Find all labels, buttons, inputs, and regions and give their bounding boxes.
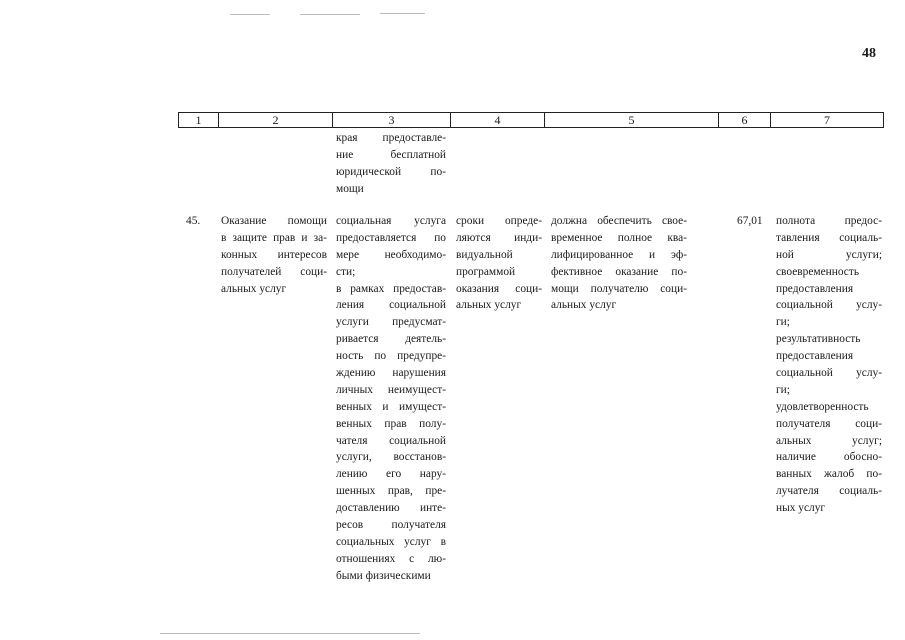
service-name-text [221,213,327,297]
service-description-line: личных неимущест- [336,383,446,396]
service-description-line: мере необходимо- [336,248,446,261]
service-description-line: услуги, восстанов- [336,451,446,464]
scan-artifact [160,633,420,634]
quality-indicators-line: ных услуг [776,502,826,515]
header-col-6: 6 [719,113,771,127]
quality-indicators-line: удовлетворенность [776,400,869,413]
page-number: 48 [862,46,876,61]
quality-indicators-line: своевременность [776,265,860,278]
header-col-5: 5 [545,113,719,127]
service-description-line: сти; [336,265,356,278]
service-description-line: доставлению инте- [336,502,446,515]
quality-indicators-line: альных услуг; [776,434,882,447]
service-requirements-line: должна обеспечить свое- [551,215,687,227]
service-terms-text [456,213,542,314]
continuation-col3-line: юридической по- [336,165,446,178]
service-description-line: лению его нару- [336,468,446,481]
service-terms-line: видуальной [456,248,513,261]
service-terms-line: программой [456,265,516,278]
service-description-line: предоставляется по [336,231,446,244]
quality-indicators-line: предоставления [776,350,854,363]
service-requirements-line: временное полное ква- [551,231,687,244]
quality-indicators-text [776,213,882,517]
service-description-line: услуги предусмат- [336,316,446,329]
header-col-2: 2 [219,113,333,127]
quality-indicators-line: результативность [776,333,861,346]
service-name-line: получателей соци- [221,265,327,278]
service-requirements-text [551,213,687,314]
service-terms-line: ляются инди- [456,231,542,244]
header-col-4: 4 [451,113,545,127]
header-col-3: 3 [333,113,451,127]
service-description-line: венных прав полу- [336,417,446,430]
service-description-line: венных и имущест- [336,400,446,413]
quality-indicators-line: социальной услу- [776,367,882,380]
tariff-value: 67,01 [737,215,763,227]
service-name-line: Оказание помощи [221,215,327,227]
service-description-line: отношениях с лю- [336,552,446,565]
service-description-line: ждению нарушения [336,367,446,380]
quality-indicators-line: предоставления [776,282,854,295]
header-col-7: 7 [824,113,830,127]
service-description-line: ность по предупре- [336,350,446,363]
service-description-line: быми физическими [336,569,431,582]
table-header-row [178,112,884,128]
scan-artifact [230,14,270,15]
quality-indicators-line: наличие обосно- [776,451,882,464]
quality-indicators-line: ной услуги; [776,248,882,261]
service-terms-line: сроки опреде- [456,215,542,227]
quality-indicators-line: ги; [776,316,790,329]
service-name-line: конных интересов [221,248,327,261]
service-description-line: ления социальной [336,299,446,312]
service-requirements-line: мощи получателю соци- [551,282,687,295]
quality-indicators-line: лучателя социаль- [776,485,882,498]
quality-indicators-line: тавления социаль- [776,231,882,244]
continuation-col3-line: края предоставле- [336,132,446,144]
service-terms-line: альных услуг [456,299,522,312]
service-name-line: в защите прав и за- [221,231,327,244]
service-description-text [336,213,446,585]
service-description-line: социальная услуга [336,215,446,227]
service-requirements-line: лифицированное и эф- [551,248,687,261]
continuation-col3-text [336,130,446,198]
header-col-1: 1 [179,113,219,127]
quality-indicators-line: ванных жалоб по- [776,468,882,481]
service-description-line: ресов получателя [336,519,446,532]
quality-indicators-line: социальной услу- [776,299,882,312]
row-number: 45. [186,215,201,227]
continuation-col3-line: мощи [336,182,364,195]
service-description-line: в рамках предостав- [336,282,446,295]
quality-indicators-line: получателя соци- [776,417,882,430]
service-requirements-line: альных услуг [551,299,617,312]
service-description-line: чателя социальной [336,434,446,447]
quality-indicators-line: ги; [776,383,790,396]
quality-indicators-line: полнота предос- [776,215,882,227]
scan-artifact [380,13,425,14]
service-name-line: альных услуг [221,282,287,295]
continuation-col3-line: ние бесплатной [336,148,446,161]
service-description-line: социальных услуг в [336,535,446,548]
service-requirements-line: фективное оказание по- [551,265,687,278]
service-description-line: ривается деятель- [336,333,446,346]
scan-artifact [300,14,360,15]
service-description-line: шенных прав, пре- [336,485,446,498]
service-terms-line: оказания соци- [456,282,542,295]
